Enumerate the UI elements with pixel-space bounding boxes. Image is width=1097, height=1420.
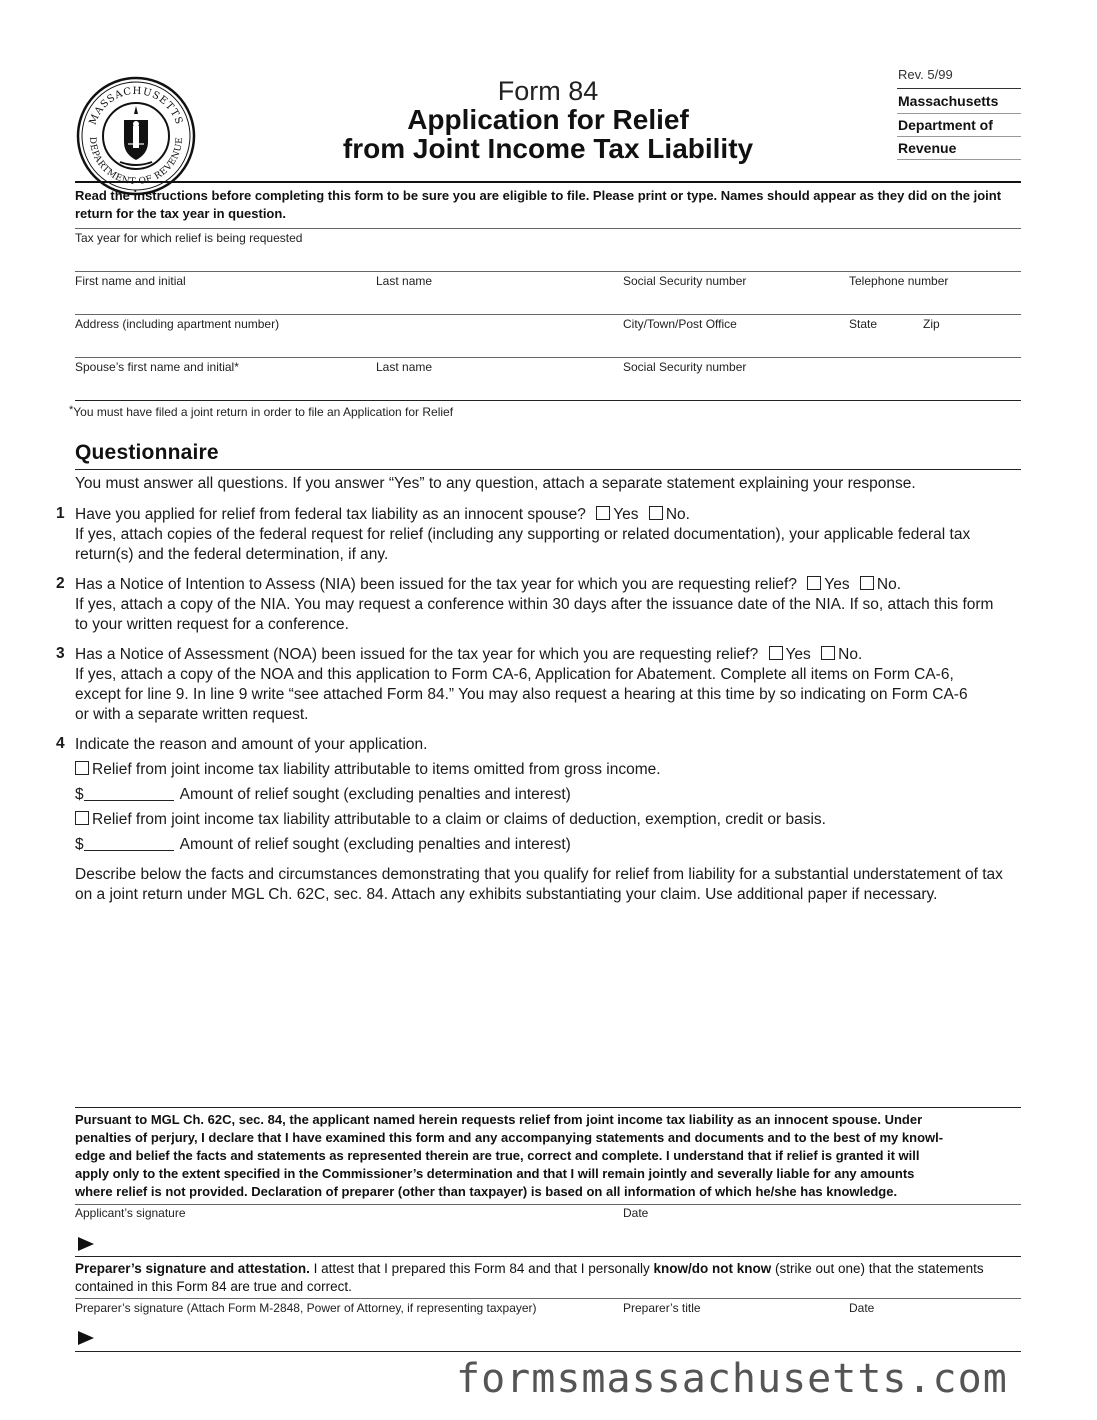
option-1 (75, 760, 661, 780)
agency-line1: Massachusetts (898, 93, 999, 109)
seal-top-text: MASSACHUSETTS (87, 85, 185, 127)
declaration-rule (75, 1107, 1021, 1108)
applicant-date-field[interactable] (623, 1224, 1019, 1254)
form-title-line2: from Joint Income Tax Liability (342, 133, 754, 164)
question-3-line3: except for line 9. In line 9 write “see attached Form 84.” You may also request a hearing at this time by so indicating on Form CA-6 (75, 686, 968, 703)
amount-label: Amount of relief sought (excluding penalties and interest) (179, 836, 571, 853)
signature-rule (75, 1298, 1021, 1299)
preparer-signature-field[interactable] (100, 1318, 615, 1348)
question-3 (75, 645, 1021, 725)
q2-no-checkbox[interactable] (860, 576, 874, 590)
option-2-checkbox[interactable] (75, 811, 89, 825)
watermark: formsmassachusetts.com (456, 1356, 1008, 1402)
q2-yes-checkbox[interactable] (807, 576, 821, 590)
declaration-line: apply only to the extent specified in the Commissioner’s determination and that I will remain jointly and severally liable for any amounts (75, 1166, 915, 1181)
option-2-text: Relief from joint income tax liability attributable to a claim or claims of deduction, exemption, credit or basis. (92, 811, 826, 828)
signature-rule (75, 1256, 1021, 1257)
yes-label: Yes (824, 576, 850, 593)
first-name-label: First name and initial (75, 274, 186, 288)
q1-yes-checkbox[interactable] (596, 506, 610, 520)
spouse-first-name-field[interactable] (75, 377, 365, 399)
question-1-text: Have you applied for relief from federal tax liability as an innocent spouse? (75, 506, 586, 523)
preparer-title-label: Preparer’s title (623, 1301, 701, 1315)
describe-instructions (75, 865, 1021, 905)
footnote-text: You must have filed a joint return in order to file an Application for Relief (73, 405, 454, 419)
header-rule (75, 181, 1021, 183)
declaration-line: where relief is not provided. Declaration of preparer (other than taxpayer) is based on all information of which he/she has knowledge. (75, 1184, 898, 1199)
question-2-line2: If yes, attach a copy of the NIA. You may request a conference within 30 days after the issuance date of the NIA. If so, attach this form (75, 596, 994, 613)
agency-line2: Department of (898, 117, 993, 133)
preparer-text-a: I attest that I prepared this Form 84 and that I personally (309, 1261, 654, 1276)
footnote (69, 404, 453, 419)
preparer-title-field[interactable] (623, 1318, 843, 1348)
signature-arrow-icon (78, 1331, 94, 1345)
date-label: Date (623, 1206, 649, 1220)
address-label: Address (including apartment number) (75, 317, 280, 331)
state-label: State (849, 317, 878, 331)
questionnaire-rule (75, 469, 1021, 470)
address-field[interactable] (75, 334, 615, 356)
spouse-ssn-field[interactable] (623, 377, 843, 399)
tax-year-label: Tax year for which relief is being requested (75, 231, 303, 245)
question-number: 2 (56, 575, 65, 592)
declaration-line: Pursuant to MGL Ch. 62C, sec. 84, the applicant named herein requests relief from joint income tax liability as an innocent spouse. Under (75, 1112, 923, 1127)
question-4-text: Indicate the reason and amount of your application. (75, 736, 428, 753)
declaration-text (75, 1111, 1025, 1201)
yes-label: Yes (613, 506, 639, 523)
agency-rule (897, 88, 1021, 89)
questionnaire-instructions: You must answer all questions. If you answer “Yes” to any question, attach a separate statement explaining your response. (75, 475, 916, 492)
preparer-heading: Preparer’s signature and attestation. (75, 1261, 310, 1276)
spouse-first-name-label: Spouse’s first name and initial* (75, 360, 239, 374)
no-label: No. (876, 576, 902, 593)
field-rule (75, 228, 1021, 229)
question-1-line2: If yes, attach copies of the federal request for relief (including any supporting or related documentation), your applicable federal tax (75, 526, 971, 543)
q3-no-checkbox[interactable] (821, 646, 835, 660)
tax-year-field[interactable] (75, 248, 1021, 270)
intro-text: Read the instructions before completing this form to be sure you are eligible to file. Please print or type. Names should appear as they did on the joint return for the tax year in question. (75, 188, 1002, 221)
agency-line3: Revenue (898, 140, 957, 156)
describe-line1: Describe below the facts and circumstances demonstrating that you qualify for relief from liability for a substantial understatement of tax (75, 866, 1003, 883)
declaration-line: edge and belief the facts and statements as represented therein are true, correct and complete. I understand that if relief is granted it will (75, 1148, 920, 1163)
last-name-field[interactable] (376, 291, 616, 313)
q3-yes-checkbox[interactable] (769, 646, 783, 660)
question-2 (75, 575, 1021, 635)
zip-field[interactable] (923, 334, 1019, 356)
amount-label: Amount of relief sought (excluding penalties and interest) (179, 786, 571, 803)
question-number: 1 (56, 505, 65, 522)
ssn-field[interactable] (623, 291, 843, 313)
city-field[interactable] (623, 334, 843, 356)
telephone-field[interactable] (849, 291, 1019, 313)
question-3-line2: If yes, attach a copy of the NOA and this application to Form CA-6, Application for Abatement. Complete all items on Form CA-6, (75, 666, 954, 683)
question-2-text: Has a Notice of Intention to Assess (NIA) been issued for the tax year for which you are requesting relief? (75, 576, 797, 593)
signature-rule (75, 1204, 1021, 1205)
description-area[interactable] (75, 912, 1021, 1102)
preparer-line2: contained in this Form 84 are true and correct. (75, 1279, 352, 1294)
first-name-field[interactable] (75, 291, 365, 313)
applicant-signature-label: Applicant’s signature (75, 1206, 186, 1220)
department-seal (76, 76, 196, 196)
option-1-checkbox[interactable] (75, 761, 89, 775)
no-label: No. (838, 646, 863, 663)
question-3-line4: or with a separate written request. (75, 706, 309, 723)
amount-row-2 (75, 835, 571, 855)
spouse-last-name-field[interactable] (376, 377, 616, 399)
preparer-date-label: Date (849, 1301, 875, 1315)
signature-arrow-icon (78, 1237, 94, 1251)
agency-rule (897, 113, 1021, 114)
dollar-sign: $ (75, 786, 84, 803)
agency-rule (897, 136, 1021, 137)
agency-rule (897, 159, 1021, 160)
amount-1-field[interactable] (84, 786, 174, 801)
question-1-line3: return(s) and the federal determination, if any. (75, 546, 389, 563)
question-1 (75, 505, 1021, 565)
form-number: Form 84 (497, 76, 599, 106)
field-rule (75, 400, 1021, 401)
yes-label: Yes (785, 646, 811, 663)
footnote-mark: * (69, 404, 74, 416)
option-1-text: Relief from joint income tax liability attributable to items omitted from gross income. (92, 761, 661, 778)
declaration-line: penalties of perjury, I declare that I have examined this form and any accompanying statements and documents and to the best of my knowl- (75, 1130, 944, 1145)
field-rule (75, 271, 1021, 272)
preparer-signature-label: Preparer’s signature (Attach Form M-2848, Power of Attorney, if representing taxpayer) (75, 1301, 537, 1315)
city-label: City/Town/Post Office (623, 317, 737, 331)
signature-rule (75, 1351, 1021, 1352)
no-label: No. (665, 506, 690, 523)
describe-line2: on a joint return under MGL Ch. 62C, sec. 84. Attach any exhibits substantiating your claim. Use additional paper if necessary. (75, 886, 938, 903)
dollar-sign: $ (75, 836, 84, 853)
applicant-signature-field[interactable] (100, 1224, 615, 1254)
question-number: 4 (56, 735, 65, 752)
telephone-label: Telephone number (849, 274, 949, 288)
field-rule (75, 357, 1021, 358)
revision-date: Rev. 5/99 (898, 67, 953, 82)
preparer-attestation (75, 1260, 1025, 1296)
form-title-line1: Application for Relief (407, 104, 689, 135)
preparer-know-option: know/do not know (653, 1261, 772, 1276)
preparer-date-field[interactable] (849, 1318, 1019, 1348)
question-3-text: Has a Notice of Assessment (NOA) been issued for the tax year for which you are requesting relief? (75, 646, 759, 663)
seal-bottom-text: DEPARTMENT OF REVENUE (86, 136, 186, 188)
question-number: 3 (56, 645, 65, 662)
spouse-ssn-label: Social Security number (623, 360, 747, 374)
last-name-label: Last name (376, 274, 433, 288)
zip-label: Zip (923, 317, 940, 331)
ssn-label: Social Security number (623, 274, 747, 288)
questionnaire-heading: Questionnaire (75, 441, 219, 464)
question-2-line3: to your written request for a conference. (75, 616, 349, 633)
q1-no-checkbox[interactable] (649, 506, 663, 520)
option-2 (75, 810, 826, 830)
preparer-text-b: (strike out one) that the statements (771, 1261, 984, 1276)
state-field[interactable] (849, 334, 917, 356)
spouse-last-name-label: Last name (376, 360, 433, 374)
field-rule (75, 314, 1021, 315)
amount-2-field[interactable] (84, 836, 174, 851)
amount-row-1 (75, 785, 571, 805)
